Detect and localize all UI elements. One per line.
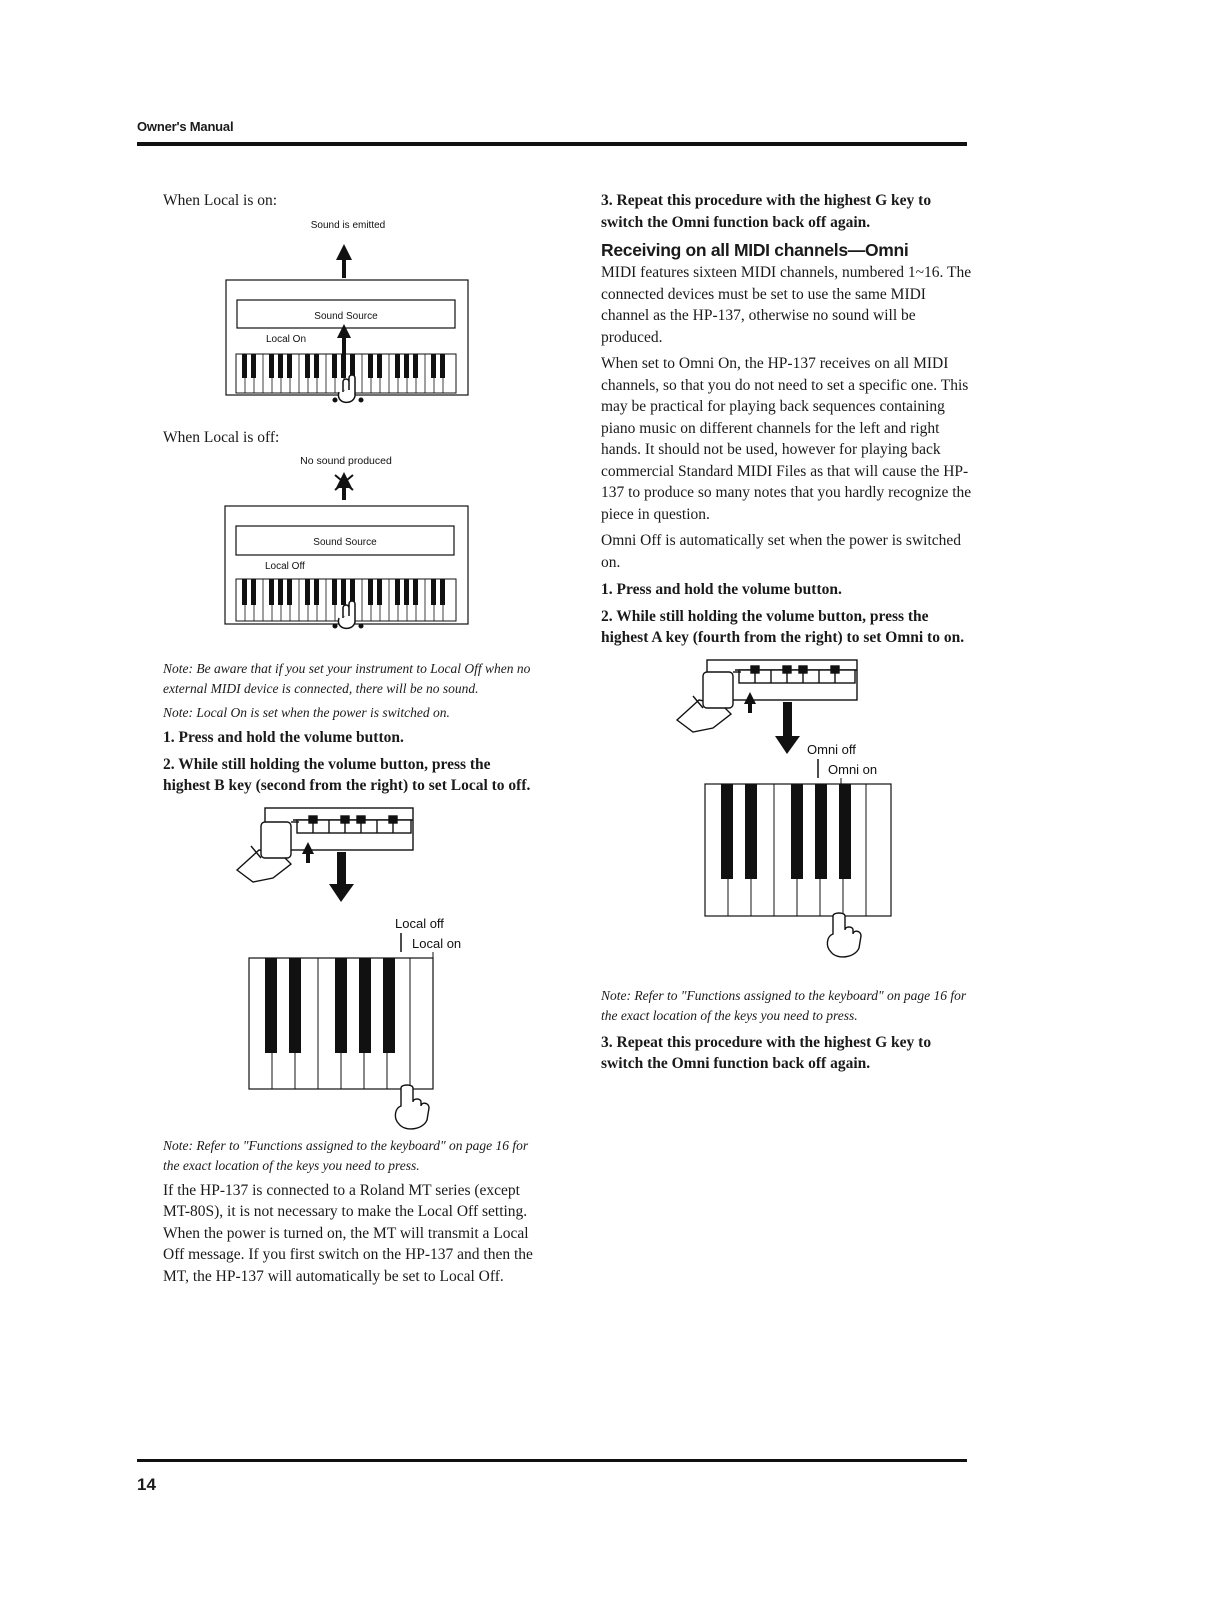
finger-pointer-icon bbox=[395, 1085, 429, 1129]
hand-on-volume-icon bbox=[677, 660, 857, 732]
no-sound-caption: No sound produced bbox=[300, 455, 392, 467]
small-up-arrow-icon bbox=[744, 692, 756, 713]
header-rule bbox=[137, 142, 967, 146]
local-off-key-label: Local off bbox=[395, 915, 444, 931]
note-key-reference: Note: Refer to "Functions assigned to the keyboard" on page 16 for the exact location of the keys you need to press. bbox=[163, 1137, 529, 1173]
roland-mt-paragraph: If the HP-137 is connected to a Roland MT series (except MT-80S), it is not necessary to make the Local Off setting. When the power is turned on, the MT will transmit a Local Off message. If you first switch on the HP-137 and then the MT, the HP-137 will automatically be set to Local Off. bbox=[163, 1181, 533, 1285]
midi-channels-paragraph: MIDI features sixteen MIDI channels, numbered 1~16. The connected devices must be set to use the same MIDI channel as the HP-137, otherwise no sound will be produced. bbox=[601, 264, 972, 346]
local-on-label: When Local is on: bbox=[163, 192, 278, 209]
local-on-key-label: Local on bbox=[412, 935, 462, 951]
small-up-arrow-icon bbox=[302, 842, 314, 863]
sound-source-label: Sound Source bbox=[314, 310, 378, 322]
local-off-label: When Local is off: bbox=[163, 428, 280, 446]
sound-emitted-caption: Sound is emitted bbox=[310, 219, 386, 231]
hand-on-volume-icon bbox=[237, 808, 413, 882]
local-on-switch-label: Local On bbox=[266, 333, 307, 345]
local-off-diagram bbox=[163, 450, 535, 635]
omni-note-key-reference: Note: Refer to "Functions assigned to the keyboard" on page 16 for the exact location of the keys you need to press. bbox=[601, 987, 967, 1023]
local-off-switch-label: Local Off bbox=[265, 561, 305, 572]
finger-pointer-icon bbox=[827, 913, 861, 957]
omni-heading: Receiving on all MIDI channels—Omni bbox=[601, 240, 909, 260]
omni-step-3: 3. Repeat this procedure with the highest G key to switch the Omni function back off again. bbox=[601, 1033, 932, 1072]
omni-off-paragraph: Omni Off is automatically set when the power is switched on. bbox=[601, 532, 962, 571]
omni-step-2: 2. While still holding the volume button, press the highest A key (fourth from the right) to set Omni to on. bbox=[601, 607, 965, 646]
step-1: 1. Press and hold the volume button. bbox=[163, 729, 404, 746]
omni-step-1: 1. Press and hold the volume button. bbox=[601, 581, 842, 598]
sound-source-label: Sound Source bbox=[313, 537, 377, 548]
keyboard-closeup bbox=[249, 958, 433, 1089]
page-number: 14 bbox=[137, 1475, 156, 1494]
mini-keyboard bbox=[236, 354, 456, 393]
left-column bbox=[163, 190, 535, 1292]
up-arrow-icon bbox=[337, 324, 351, 358]
local-keys-diagram bbox=[163, 802, 535, 1132]
omni-on-paragraph: When set to Omni On, the HP-137 receives on all MIDI channels, so that you do not need to set a specific one. This may be practical for playing back sequences containing piano music on different channels for the left and right hands. It should not be used, however for playing back commercial Standard MIDI Files as that will cause the HP-137 to produce so many notes that you hardly recognize the piece in question. bbox=[601, 355, 972, 523]
step-2: 2. While still holding the volume button, press the highest B key (second from the right) to set Local to off. bbox=[163, 755, 531, 794]
blocked-arrow-icon bbox=[335, 472, 353, 500]
right-column bbox=[601, 190, 973, 1080]
step-3-local: 3. Repeat this procedure with the highest G key to switch the Omni function back off again. bbox=[601, 192, 932, 231]
omni-off-key-label: Omni off bbox=[807, 741, 856, 757]
down-arrow-icon bbox=[329, 852, 354, 902]
footer-rule bbox=[137, 1459, 967, 1462]
down-arrow-icon bbox=[775, 702, 800, 754]
note-local-on-default: Note: Local On is set when the power is switched on. bbox=[163, 705, 450, 720]
keyboard-closeup bbox=[705, 784, 891, 916]
local-on-diagram bbox=[163, 214, 535, 409]
omni-keys-diagram bbox=[601, 654, 973, 984]
omni-on-key-label: Omni on bbox=[828, 761, 878, 777]
up-arrow-icon bbox=[336, 244, 352, 278]
note-local-off-warning: Note: Be aware that if you set your instrument to Local Off when no external MIDI device is connected, there will be no sound. bbox=[163, 661, 531, 696]
running-header: Owner's Manual bbox=[137, 119, 234, 134]
mini-keyboard bbox=[236, 579, 456, 621]
